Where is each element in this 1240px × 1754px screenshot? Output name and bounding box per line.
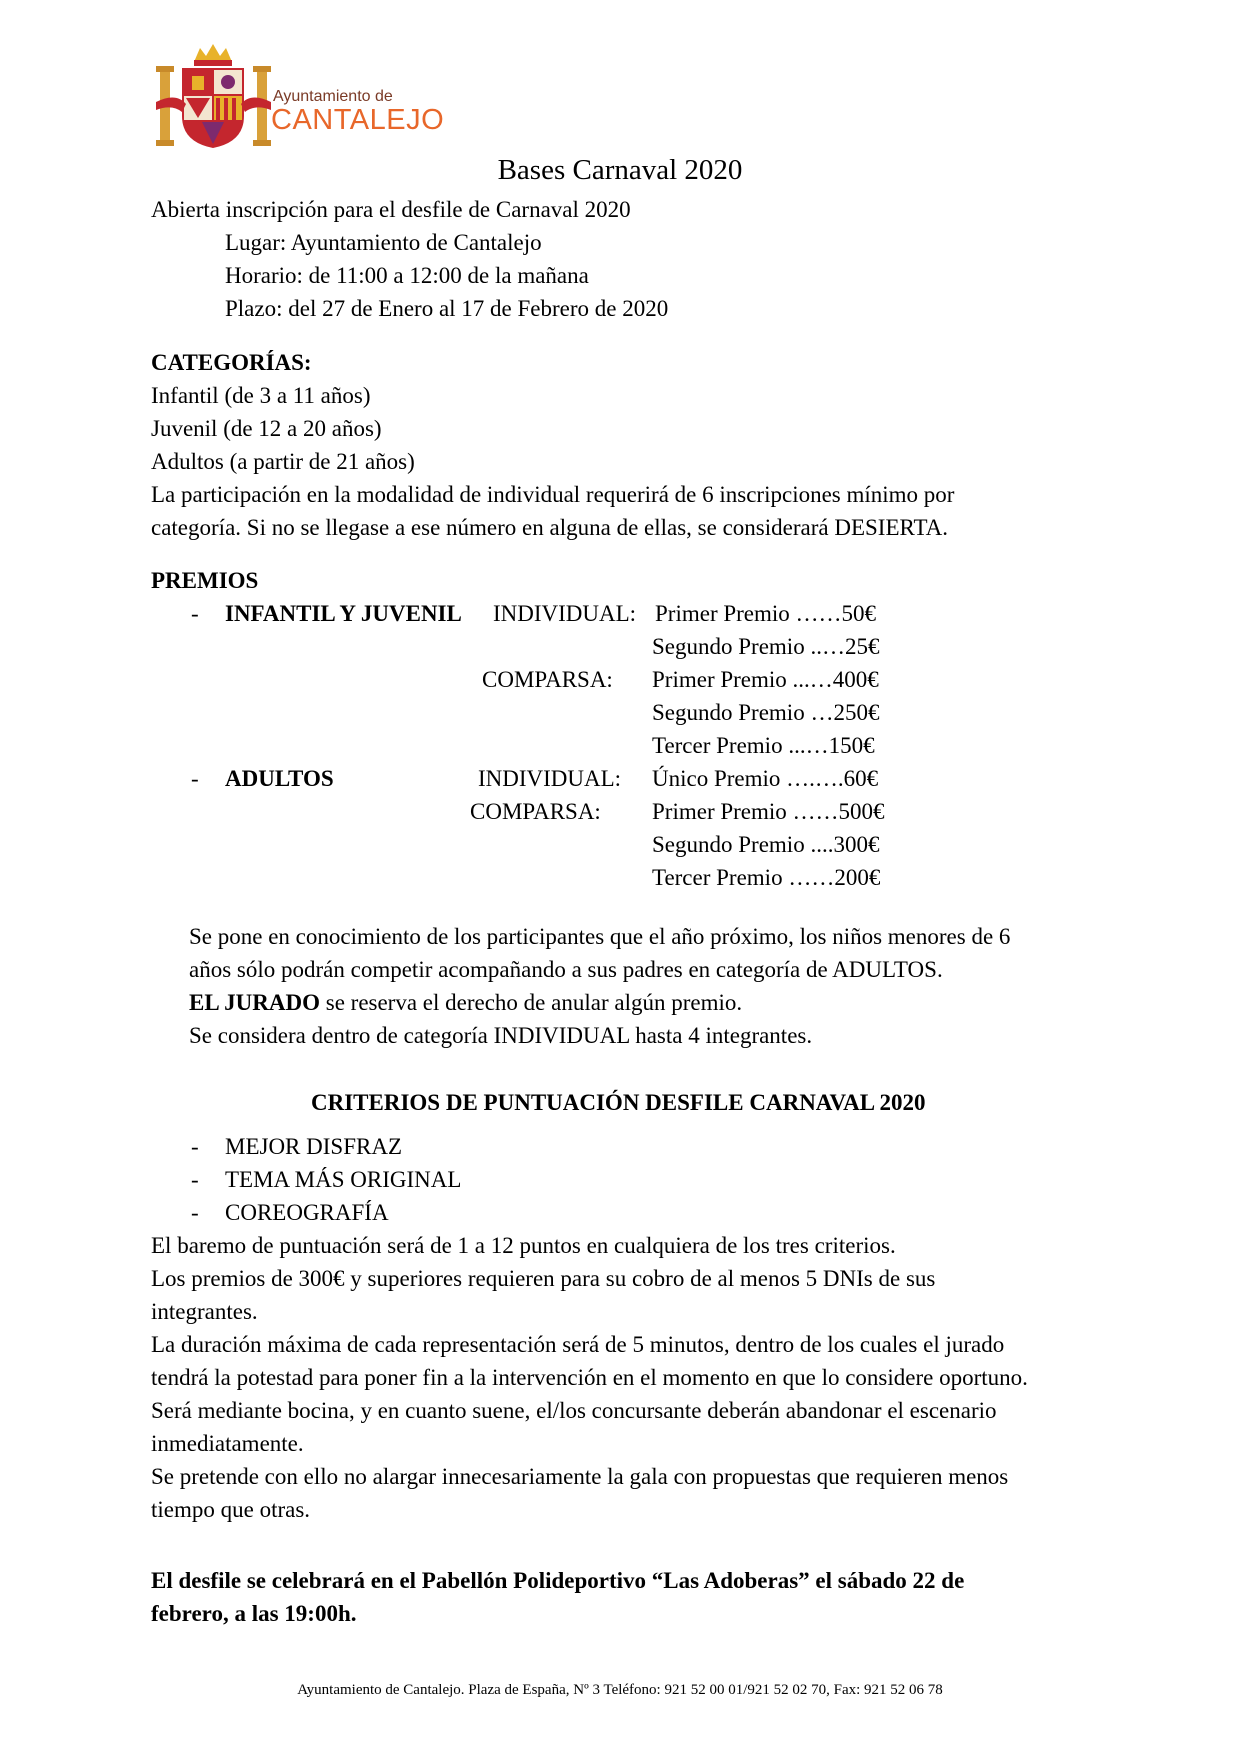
closing-line: El desfile se celebrará en el Pabellón Polideportivo “Las Adoberas” el sábado 22 de	[151, 1568, 965, 1593]
criterios-paragraph: integrantes.	[151, 1299, 258, 1324]
criterio-item: MEJOR DISFRAZ	[225, 1134, 403, 1159]
note-line: años sólo podrán competir acompañando a sus padres en categoría de ADULTOS.	[189, 957, 943, 982]
criterios-paragraph: Los premios de 300€ y superiores requieren para su cobro de al menos 5 DNIs de sus	[151, 1266, 936, 1291]
criterios-heading: CRITERIOS DE PUNTUACIÓN DESFILE CARNAVAL 2020	[311, 1090, 926, 1115]
prize-line: Primer Premio ……500€	[652, 799, 885, 824]
prize-line: Segundo Premio ....300€	[652, 832, 880, 857]
comparsa-label: COMPARSA:	[482, 667, 613, 692]
prize-line: Primer Premio ...…400€	[652, 667, 879, 692]
intro-lugar: Lugar: Ayuntamiento de Cantalejo	[225, 230, 542, 255]
categorias-note: categoría. Si no se llegase a ese número en alguna de ellas, se considerará DESIERTA.	[151, 515, 949, 540]
prize-line: Segundo Premio …250€	[652, 700, 880, 725]
individual-label: INDIVIDUAL:	[493, 601, 637, 626]
bullet: -	[191, 1134, 199, 1159]
criterio-item: TEMA MÁS ORIGINAL	[225, 1167, 462, 1192]
jurado-rest: se reserva el derecho de anular algún premio.	[320, 990, 743, 1015]
page-footer: Ayuntamiento de Cantalejo. Plaza de España, Nº 3 Teléfono: 921 52 00 01/921 52 02 70, Fax: 921 52 06 78	[297, 1682, 943, 1698]
adultos-label: ADULTOS	[225, 766, 334, 791]
individual-label: INDIVIDUAL:	[478, 766, 622, 791]
criterios-paragraph: La duración máxima de cada representación será de 5 minutos, dentro de los cuales el jurado	[151, 1332, 1005, 1357]
jurado-bold: EL JURADO	[189, 990, 320, 1015]
criterio-item: COREOGRAFÍA	[225, 1200, 389, 1225]
bullet: -	[191, 1200, 199, 1225]
categoria-item: Adultos (a partir de 21 años)	[151, 449, 415, 474]
cantalejo-logo	[156, 42, 445, 152]
prize-line: Único Premio ….….60€	[652, 766, 879, 791]
criterios-paragraph: inmediatamente.	[151, 1431, 304, 1456]
categoria-item: Infantil (de 3 a 11 años)	[151, 383, 371, 408]
logo-line2: CANTALEJO	[271, 104, 445, 136]
intro-plazo: Plazo: del 27 de Enero al 17 de Febrero de 2020	[225, 296, 669, 321]
note-line: Se pone en conocimiento de los participantes que el año próximo, los niños menores de 6	[189, 924, 1011, 949]
categorias-heading: CATEGORÍAS:	[151, 350, 312, 375]
comparsa-label: COMPARSA:	[470, 799, 601, 824]
criterios-paragraph: El baremo de puntuación será de 1 a 12 puntos en cualquiera de los tres criterios.	[151, 1233, 896, 1258]
jurado-note	[189, 986, 742, 1019]
intro-horario: Horario: de 11:00 a 12:00 de la mañana	[225, 263, 589, 288]
closing-line: febrero, a las 19:00h.	[151, 1601, 357, 1626]
criterios-paragraph: tiempo que otras.	[151, 1497, 311, 1522]
prize-line: Segundo Premio ..…25€	[652, 634, 880, 659]
categoria-item: Juvenil (de 12 a 20 años)	[151, 416, 382, 441]
intro-heading: Abierta inscripción para el desfile de Carnaval 2020	[151, 197, 631, 222]
criterios-paragraph: tendrá la potestad para poner fin a la intervención en el momento en que lo considere oportuno.	[151, 1365, 1028, 1390]
bullet: -	[191, 766, 199, 791]
page-title: Bases Carnaval 2020	[497, 154, 743, 186]
bullet: -	[191, 1167, 199, 1192]
prize-line: Tercer Premio ...…150€	[652, 733, 875, 758]
infantil-juvenil-label: INFANTIL Y JUVENIL	[225, 601, 462, 626]
prize-line: Tercer Premio ……200€	[652, 865, 881, 890]
bullet: -	[191, 601, 199, 626]
note-line: Se considera dentro de categoría INDIVIDUAL hasta 4 integrantes.	[189, 1023, 813, 1048]
logo-line1: Ayuntamiento de	[273, 88, 393, 105]
coat-of-arms-icon	[156, 42, 271, 152]
prize-line: Primer Premio ……50€	[655, 601, 877, 626]
criterios-paragraph: Será mediante bocina, y en cuanto suene, el/los concursante deberán abandonar el escenario	[151, 1398, 997, 1423]
premios-heading: PREMIOS	[151, 568, 259, 593]
categorias-note: La participación en la modalidad de individual requerirá de 6 inscripciones mínimo por	[151, 482, 955, 507]
criterios-paragraph: Se pretende con ello no alargar innecesariamente la gala con propuestas que requieren menos	[151, 1464, 1009, 1489]
